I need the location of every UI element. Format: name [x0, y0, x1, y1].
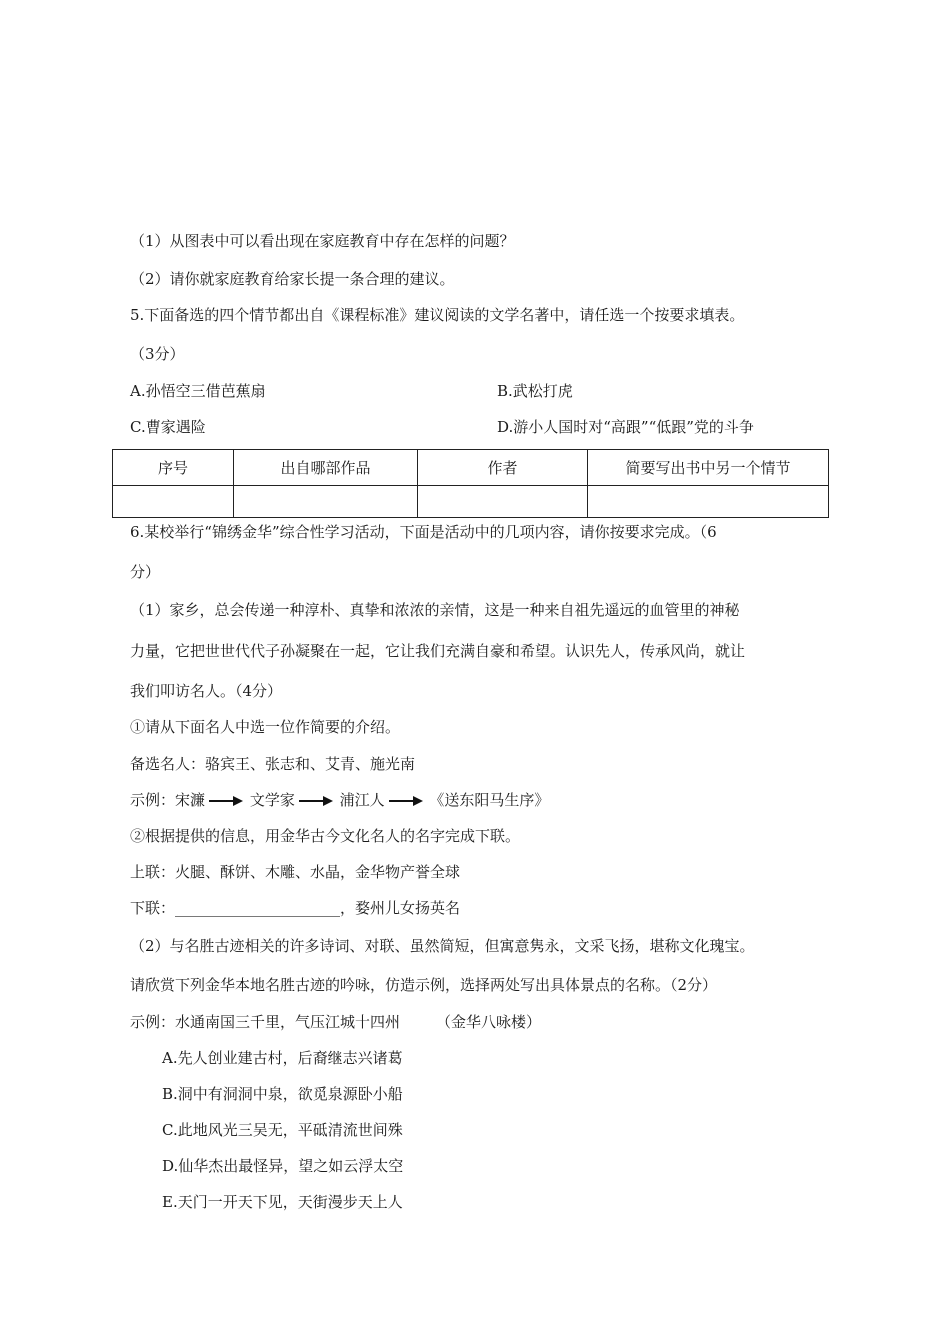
- example-label: 示例：: [130, 791, 176, 809]
- q6-p1-line3: 我们叩访名人。（4分）: [130, 682, 283, 700]
- answer-cell-plot[interactable]: [588, 486, 829, 518]
- q5-option-c: C.曹家遇险: [130, 418, 206, 436]
- q5-option-b: B.武松打虎: [497, 382, 573, 400]
- q6-p2-example: [130, 1011, 541, 1033]
- q4-sub2: （2）请你就家庭教育给家长提一条合理的建议。: [130, 270, 455, 288]
- list-item: B.洞中有洞洞中泉，欲觅泉源卧小船: [162, 1085, 403, 1103]
- example-step-2: 文学家: [249, 791, 295, 809]
- lower-rest: ，婺州儿女扬英名: [340, 899, 461, 917]
- q6-p2-line2: 请欣赏下列金华本地名胜古迹的吟咏，仿造示例，选择两处写出具体景点的名称。（2分）: [130, 976, 718, 994]
- arrow-right-icon: [389, 796, 423, 806]
- answer-cell-author[interactable]: [418, 486, 588, 518]
- q6-example: [130, 789, 549, 811]
- q6-p1-line1: （1）家乡，总会传递一种淳朴、真挚和浓浓的亲情，这是一种来自祖先遥远的血管里的神秘: [130, 601, 740, 619]
- list-item: D.仙华杰出最怪异，望之如云浮太空: [162, 1157, 404, 1175]
- list-item: C.此地风光三吴无，平砥清流世间殊: [162, 1121, 403, 1139]
- answer-cell-work[interactable]: [234, 486, 418, 518]
- table-header-row: [113, 450, 829, 486]
- q6-p1-line2: 力量，它把世世代代子孙凝聚在一起，它让我们充满自豪和希望。认识先人，传承风尚，就让: [130, 642, 746, 660]
- example-step-4: 《送东阳马生序》: [429, 791, 550, 809]
- arrow-right-icon: [299, 796, 333, 806]
- p2-example-text: 示例：水通南国三千里，气压江城十四州: [130, 1013, 401, 1031]
- table-row: [113, 486, 829, 518]
- q6-stem-line2: 分）: [130, 563, 161, 581]
- q6-task2: ②根据提供的信息，用金华古今文化名人的名字完成下联。: [130, 827, 521, 845]
- q6-candidates: 备选名人：骆宾王、张志和、艾青、施光南: [130, 755, 416, 773]
- answer-cell-number[interactable]: [113, 486, 234, 518]
- q5-option-a: A.孙悟空三借芭蕉扇: [130, 382, 266, 400]
- answer-table: [112, 449, 829, 518]
- header-author: 作者: [418, 450, 588, 486]
- q6-stem-line1: 6.某校举行“锦绣金华”综合性学习活动，下面是活动中的几项内容，请你按要求完成。（6: [130, 523, 717, 541]
- q5-option-d: D.游小人国时对“高跟”“低跟”党的斗争: [497, 418, 754, 436]
- example-step-1: 宋濂: [175, 791, 206, 809]
- header-work: 出自哪部作品: [234, 450, 418, 486]
- couplet-upper: 上联：火腿、酥饼、木雕、水晶，金华物产誉全球: [130, 863, 461, 881]
- p2-example-answer: （金华八咏楼）: [436, 1013, 542, 1031]
- arrow-right-icon: [209, 796, 243, 806]
- header-plot: 简要写出书中另一个情节: [588, 450, 829, 486]
- q4-sub1: （1）从图表中可以看出现在家庭教育中存在怎样的问题？: [130, 232, 515, 250]
- example-step-3: 浦江人: [339, 791, 385, 809]
- header-number: 序号: [113, 450, 234, 486]
- q5-stem: 5.下面备选的四个情节都出自《课程标准》建议阅读的文学名著中，请任选一个按要求填表。: [130, 306, 745, 324]
- q6-task1: ①请从下面名人中选一位作简要的介绍。: [130, 718, 401, 736]
- lower-blank[interactable]: ______________________: [175, 899, 341, 917]
- lower-label: 下联：: [130, 899, 176, 917]
- q5-score: （3分）: [130, 345, 185, 363]
- q6-p2-line1: （2）与名胜古迹相关的许多诗词、对联、虽然简短，但寓意隽永，文采飞扬，堪称文化瑰宝。: [130, 937, 755, 955]
- list-item: E.天门一开天下见，天街漫步天上人: [162, 1193, 403, 1211]
- couplet-lower: [130, 897, 460, 919]
- list-item: A.先人创业建古村，后裔继志兴诸葛: [162, 1049, 403, 1067]
